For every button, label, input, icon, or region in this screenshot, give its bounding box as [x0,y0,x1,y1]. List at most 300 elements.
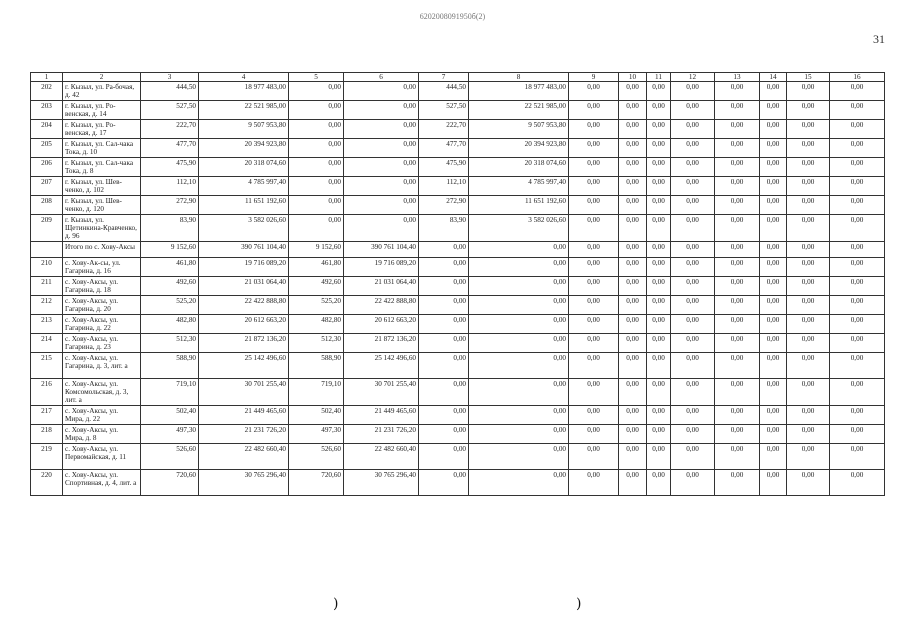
value-cell: 0,00 [619,379,647,406]
value-cell: 0,00 [715,196,760,215]
column-header: 13 [715,73,760,82]
value-cell: 20 318 074,60 [199,158,289,177]
registry-table [30,72,885,496]
column-header: 6 [344,73,419,82]
row-number-cell: 214 [31,334,63,353]
value-cell: 9 152,60 [289,242,344,258]
value-cell: 21 031 064,40 [344,277,419,296]
table-row [31,258,885,277]
value-cell: 0,00 [619,242,647,258]
value-cell: 4 785 997,40 [469,177,569,196]
value-cell: 0,00 [469,315,569,334]
value-cell: 0,00 [671,353,715,379]
value-cell: 0,00 [619,315,647,334]
table-row [31,379,885,406]
value-cell: 525,20 [141,296,199,315]
address-cell: с. Хову-Аксы, ул. Мира, д. 8 [63,425,141,444]
value-cell: 272,90 [141,196,199,215]
value-cell: 0,00 [830,196,885,215]
value-cell: 0,00 [569,158,619,177]
value-cell: 0,00 [671,215,715,242]
value-cell: 0,00 [760,101,787,120]
value-cell: 0,00 [647,425,671,444]
column-header: 16 [830,73,885,82]
value-cell: 0,00 [715,139,760,158]
value-cell: 0,00 [760,444,787,470]
value-cell: 0,00 [569,242,619,258]
value-cell: 0,00 [787,296,830,315]
address-cell: с. Хову-Аксы, ул. Гагарина, д. 3, лит. а [63,353,141,379]
value-cell: 11 651 192,60 [469,196,569,215]
value-cell: 25 142 496,60 [199,353,289,379]
value-cell: 18 977 483,00 [199,82,289,101]
value-cell: 0,00 [419,470,469,496]
column-number-row [31,73,885,82]
value-cell: 21 449 465,60 [344,406,419,425]
address-cell: с. Хову-Аксы, ул. Гагарина, д. 20 [63,296,141,315]
value-cell: 477,70 [419,139,469,158]
row-number-cell: 212 [31,296,63,315]
value-cell: 0,00 [830,425,885,444]
value-cell: 0,00 [830,406,885,425]
value-cell: 0,00 [760,139,787,158]
column-header: 3 [141,73,199,82]
value-cell: 19 716 089,20 [344,258,419,277]
value-cell: 0,00 [647,82,671,101]
value-cell: 0,00 [760,315,787,334]
value-cell: 0,00 [830,315,885,334]
value-cell: 112,10 [419,177,469,196]
value-cell: 0,00 [569,196,619,215]
value-cell: 0,00 [469,406,569,425]
value-cell: 0,00 [715,258,760,277]
value-cell: 0,00 [569,120,619,139]
value-cell: 0,00 [787,277,830,296]
value-cell: 0,00 [647,101,671,120]
value-cell: 0,00 [671,101,715,120]
value-cell: 0,00 [760,258,787,277]
value-cell: 0,00 [671,406,715,425]
value-cell: 0,00 [289,82,344,101]
value-cell: 0,00 [569,353,619,379]
address-cell: г. Кызыл, ул. Шев-ченко, д. 102 [63,177,141,196]
value-cell: 0,00 [647,242,671,258]
value-cell: 0,00 [569,315,619,334]
value-cell: 0,00 [569,215,619,242]
value-cell: 720,60 [289,470,344,496]
address-cell: с. Хову-Аксы, ул. Мира, д. 22 [63,406,141,425]
value-cell: 0,00 [787,425,830,444]
value-cell: 0,00 [419,296,469,315]
value-cell: 0,00 [469,353,569,379]
value-cell: 0,00 [647,470,671,496]
value-cell: 0,00 [419,334,469,353]
value-cell: 0,00 [569,177,619,196]
row-number-cell: 215 [31,353,63,379]
value-cell: 0,00 [671,158,715,177]
table-row [31,296,885,315]
column-header: 4 [199,73,289,82]
value-cell: 0,00 [289,139,344,158]
value-cell: 0,00 [760,425,787,444]
value-cell: 20 612 663,20 [344,315,419,334]
value-cell: 0,00 [787,177,830,196]
value-cell: 0,00 [787,120,830,139]
value-cell: 0,00 [787,139,830,158]
value-cell: 0,00 [569,296,619,315]
value-cell: 0,00 [671,470,715,496]
value-cell: 0,00 [647,334,671,353]
column-header: 14 [760,73,787,82]
value-cell: 0,00 [830,379,885,406]
value-cell: 25 142 496,60 [344,353,419,379]
footer-mark: ) [576,596,582,612]
value-cell: 0,00 [289,196,344,215]
table-row [31,242,885,258]
value-cell: 719,10 [141,379,199,406]
value-cell: 0,00 [787,258,830,277]
value-cell: 0,00 [647,296,671,315]
row-number-cell: 217 [31,406,63,425]
footer-marks [0,596,905,616]
column-header: 12 [671,73,715,82]
value-cell: 477,70 [141,139,199,158]
value-cell: 21 872 136,20 [344,334,419,353]
value-cell: 0,00 [715,101,760,120]
value-cell: 0,00 [647,258,671,277]
value-cell: 0,00 [787,158,830,177]
value-cell: 526,60 [141,444,199,470]
value-cell: 3 582 026,60 [199,215,289,242]
footer-mark: ) [333,596,339,612]
value-cell: 0,00 [787,444,830,470]
value-cell: 0,00 [760,406,787,425]
value-cell: 222,70 [419,120,469,139]
value-cell: 527,50 [141,101,199,120]
value-cell: 21 231 726,20 [199,425,289,444]
address-cell: с. Хову-Аксы, ул. Гагарина, д. 23 [63,334,141,353]
value-cell: 0,00 [647,277,671,296]
value-cell: 30 701 255,40 [344,379,419,406]
value-cell: 22 482 660,40 [344,444,419,470]
value-cell: 0,00 [671,258,715,277]
value-cell: 0,00 [619,177,647,196]
table-row [31,101,885,120]
value-cell: 0,00 [671,242,715,258]
value-cell: 19 716 089,20 [199,258,289,277]
value-cell: 0,00 [569,470,619,496]
value-cell: 0,00 [569,444,619,470]
row-number-cell: 206 [31,158,63,177]
value-cell: 0,00 [619,425,647,444]
value-cell: 0,00 [469,296,569,315]
value-cell: 720,60 [141,470,199,496]
value-cell: 0,00 [760,334,787,353]
value-cell: 22 422 888,80 [199,296,289,315]
value-cell: 0,00 [344,82,419,101]
value-cell: 0,00 [830,444,885,470]
table-row [31,196,885,215]
value-cell: 3 582 026,60 [469,215,569,242]
value-cell: 0,00 [830,82,885,101]
value-cell: 0,00 [715,444,760,470]
value-cell: 0,00 [619,139,647,158]
value-cell: 22 521 985,00 [199,101,289,120]
value-cell: 0,00 [760,277,787,296]
value-cell: 0,00 [830,470,885,496]
row-number-cell: 208 [31,196,63,215]
value-cell: 20 318 074,60 [469,158,569,177]
value-cell: 0,00 [647,315,671,334]
value-cell: 461,80 [289,258,344,277]
value-cell: 0,00 [419,444,469,470]
value-cell: 18 977 483,00 [469,82,569,101]
value-cell: 0,00 [715,353,760,379]
value-cell: 21 231 726,20 [344,425,419,444]
value-cell: 0,00 [647,177,671,196]
table-row [31,470,885,496]
value-cell: 272,90 [419,196,469,215]
value-cell: 0,00 [671,425,715,444]
value-cell: 0,00 [760,296,787,315]
table-row [31,120,885,139]
value-cell: 22 482 660,40 [199,444,289,470]
column-header: 8 [469,73,569,82]
value-cell: 390 761 104,40 [199,242,289,258]
value-cell: 0,00 [671,120,715,139]
value-cell: 0,00 [419,406,469,425]
row-number-cell: 204 [31,120,63,139]
value-cell: 0,00 [787,334,830,353]
address-cell: Итого по с. Хову-Аксы [63,242,141,258]
row-number-cell: 203 [31,101,63,120]
value-cell: 0,00 [715,158,760,177]
value-cell: 0,00 [469,444,569,470]
table-row [31,215,885,242]
value-cell: 0,00 [419,242,469,258]
value-cell: 444,50 [141,82,199,101]
column-header: 15 [787,73,830,82]
value-cell: 0,00 [647,196,671,215]
value-cell: 0,00 [419,425,469,444]
value-cell: 0,00 [647,353,671,379]
value-cell: 0,00 [419,277,469,296]
value-cell: 0,00 [760,215,787,242]
value-cell: 497,30 [141,425,199,444]
value-cell: 0,00 [715,315,760,334]
value-cell: 0,00 [787,196,830,215]
address-cell: г. Кызыл, ул. Ра-бочая, д. 42 [63,82,141,101]
value-cell: 512,30 [141,334,199,353]
value-cell: 0,00 [619,258,647,277]
row-number-cell: 210 [31,258,63,277]
column-header: 11 [647,73,671,82]
row-number-cell [31,242,63,258]
value-cell: 11 651 192,60 [199,196,289,215]
value-cell: 222,70 [141,120,199,139]
value-cell: 0,00 [569,425,619,444]
value-cell: 0,00 [647,139,671,158]
value-cell: 0,00 [344,215,419,242]
value-cell: 0,00 [830,101,885,120]
value-cell: 0,00 [715,215,760,242]
value-cell: 0,00 [619,353,647,379]
value-cell: 0,00 [671,379,715,406]
address-cell: с. Хову-Аксы, ул. Спортивная, д. 4, лит. а [63,470,141,496]
value-cell: 502,40 [141,406,199,425]
value-cell: 0,00 [289,177,344,196]
column-header: 9 [569,73,619,82]
value-cell: 0,00 [671,277,715,296]
value-cell: 83,90 [141,215,199,242]
value-cell: 482,80 [289,315,344,334]
value-cell: 497,30 [289,425,344,444]
value-cell: 0,00 [671,82,715,101]
value-cell: 0,00 [569,379,619,406]
value-cell: 0,00 [760,379,787,406]
value-cell: 0,00 [569,82,619,101]
value-cell: 0,00 [787,379,830,406]
row-number-cell: 211 [31,277,63,296]
value-cell: 0,00 [619,101,647,120]
address-cell: г. Кызыл, ул. Сал-чака Тока, д. 10 [63,139,141,158]
value-cell: 21 872 136,20 [199,334,289,353]
value-cell: 0,00 [760,196,787,215]
value-cell: 475,90 [419,158,469,177]
value-cell: 0,00 [787,215,830,242]
value-cell: 0,00 [760,120,787,139]
address-cell: г. Кызыл, ул. Ро-венская, д. 14 [63,101,141,120]
value-cell: 0,00 [787,315,830,334]
value-cell: 0,00 [469,379,569,406]
table-row [31,277,885,296]
value-cell: 0,00 [469,242,569,258]
value-cell: 0,00 [344,196,419,215]
value-cell: 0,00 [830,177,885,196]
value-cell: 0,00 [619,444,647,470]
value-cell: 0,00 [619,82,647,101]
value-cell: 492,60 [289,277,344,296]
value-cell: 0,00 [830,242,885,258]
table-row [31,158,885,177]
value-cell: 0,00 [830,334,885,353]
value-cell: 0,00 [671,315,715,334]
value-cell: 390 761 104,40 [344,242,419,258]
value-cell: 83,90 [419,215,469,242]
address-cell: г. Кызыл, ул. Ро-венская, д. 17 [63,120,141,139]
value-cell: 0,00 [289,120,344,139]
value-cell: 0,00 [830,258,885,277]
value-cell: 0,00 [647,158,671,177]
value-cell: 0,00 [344,139,419,158]
value-cell: 0,00 [569,334,619,353]
value-cell: 0,00 [569,258,619,277]
value-cell: 0,00 [830,158,885,177]
value-cell: 0,00 [671,334,715,353]
value-cell: 0,00 [715,406,760,425]
value-cell: 0,00 [289,215,344,242]
value-cell: 0,00 [671,139,715,158]
value-cell: 0,00 [715,470,760,496]
value-cell: 0,00 [760,470,787,496]
value-cell: 20 394 923,80 [199,139,289,158]
row-number-cell: 207 [31,177,63,196]
value-cell: 0,00 [619,296,647,315]
value-cell: 0,00 [715,296,760,315]
value-cell: 0,00 [569,139,619,158]
table-row [31,334,885,353]
value-cell: 0,00 [830,353,885,379]
address-cell: с. Хову-Аксы, ул. Гагарина, д. 18 [63,277,141,296]
table-row [31,139,885,158]
value-cell: 0,00 [647,406,671,425]
value-cell: 0,00 [787,82,830,101]
value-cell: 20 394 923,80 [469,139,569,158]
row-number-cell: 218 [31,425,63,444]
value-cell: 0,00 [647,444,671,470]
value-cell: 0,00 [619,406,647,425]
address-cell: с. Хову-Ак-сы, ул. Гагарина, д. 16 [63,258,141,277]
value-cell: 0,00 [715,242,760,258]
value-cell: 22 422 888,80 [344,296,419,315]
value-cell: 0,00 [647,379,671,406]
value-cell: 0,00 [760,177,787,196]
address-cell: г. Кызыл, ул. Шев-ченко, д. 120 [63,196,141,215]
address-cell: г. Кызыл, ул. Щетинкина-Кравченко, д. 96 [63,215,141,242]
address-cell: г. Кызыл, ул. Сал-чака Тока, д. 8 [63,158,141,177]
value-cell: 461,80 [141,258,199,277]
value-cell: 0,00 [569,101,619,120]
value-cell: 0,00 [787,242,830,258]
value-cell: 0,00 [344,120,419,139]
value-cell: 0,00 [715,277,760,296]
value-cell: 30 701 255,40 [199,379,289,406]
value-cell: 0,00 [569,406,619,425]
value-cell: 21 449 465,60 [199,406,289,425]
row-number-cell: 216 [31,379,63,406]
value-cell: 0,00 [419,258,469,277]
value-cell: 526,60 [289,444,344,470]
value-cell: 112,10 [141,177,199,196]
value-cell: 0,00 [787,353,830,379]
value-cell: 21 031 064,40 [199,277,289,296]
value-cell: 9 152,60 [141,242,199,258]
value-cell: 0,00 [619,334,647,353]
column-header: 7 [419,73,469,82]
value-cell: 0,00 [569,277,619,296]
value-cell: 0,00 [289,158,344,177]
table-row [31,353,885,379]
value-cell: 588,90 [141,353,199,379]
value-cell: 0,00 [671,177,715,196]
value-cell: 0,00 [715,82,760,101]
value-cell: 30 765 296,40 [199,470,289,496]
value-cell: 9 507 953,80 [469,120,569,139]
table-row [31,406,885,425]
value-cell: 0,00 [830,120,885,139]
value-cell: 0,00 [419,353,469,379]
address-cell: с. Хову-Аксы, ул. Первомайская, д. 11 [63,444,141,470]
value-cell: 9 507 953,80 [199,120,289,139]
value-cell: 0,00 [787,101,830,120]
value-cell: 0,00 [830,277,885,296]
value-cell: 0,00 [647,120,671,139]
row-number-cell: 202 [31,82,63,101]
value-cell: 0,00 [289,101,344,120]
value-cell: 0,00 [619,120,647,139]
value-cell: 527,50 [419,101,469,120]
value-cell: 20 612 663,20 [199,315,289,334]
